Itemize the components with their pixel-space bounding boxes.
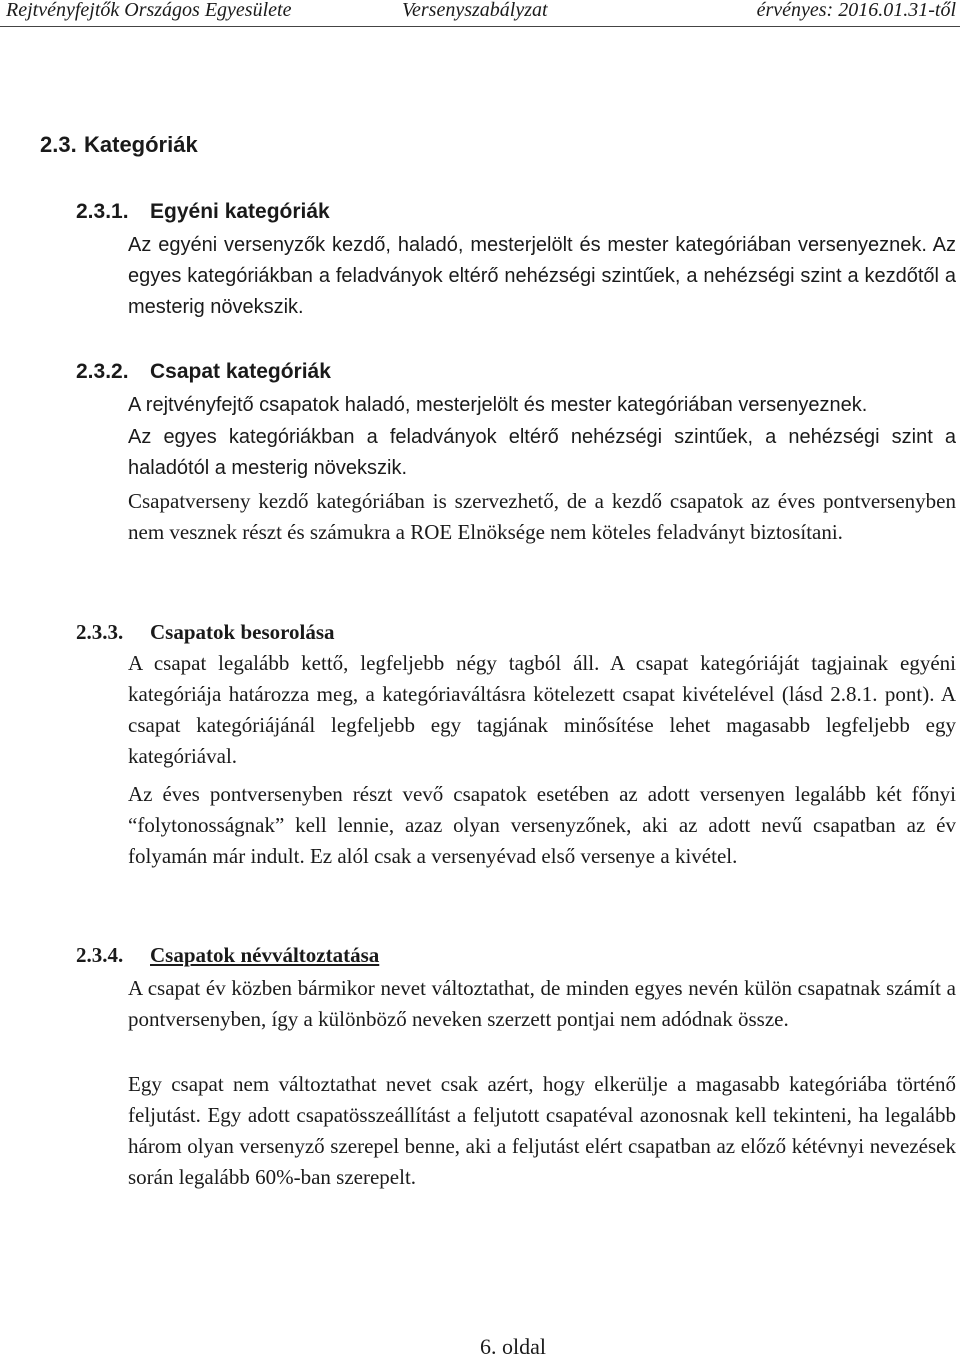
section-number: 2.3. [40,132,77,157]
paragraph: Az egyes kategóriákban a feladványok eltérő nehézségi szintűek, a nehézségi szint a haladótól a mesterig növekszik. [128,426,956,479]
header-validity: érvényes: 2016.01.31-től [756,0,956,21]
paragraph: Az éves pontversenyben részt vevő csapatok esetében az adott versenyen legalább két főnyi “folytonosságnak” kell lennie, azaz olyan versenyzőnek, aki az adott nevű csapatban az év folyamán már indult. Ez alól csak a versenyévad első versenye a kivétel. [128,782,956,868]
paragraph: Egy csapat nem változtathat nevet csak azért, hogy elkerülje a magasabb kategóriába történő feljutást. Egy adott csapatösszeállítást a feljutott csapatéval azonosnak kell tekinteni, ha legalább három olyan versenyző szerepel benne, aki a feljutást elért csapatban az előző kétévnyi nevezések során legalább 60%-ban szerepelt. [128,1072,956,1189]
paragraph: Csapatverseny kezdő kategóriában is szervezhető, de a kezdő csapatok az éves pontversenyben nem vesznek részt és számukra a ROE Elnöksége nem köteles feladványt biztosítani. [128,489,956,544]
header-document-title: Versenyszabályzat [402,0,548,21]
subsection-heading-4 [76,941,379,969]
paragraph: A rejtvényfejtő csapatok haladó, mesterjelölt és mester kategóriában versenyeznek. [128,394,868,416]
subsection-title: Csapatok besorolása [150,620,335,644]
header-organization: Rejtvényfejtők Országos Egyesülete [6,0,292,21]
header-rule [0,26,960,27]
page-header [0,0,960,28]
paragraph: A csapat év közben bármikor nevet változtathat, de minden egyes nevén külön csapatnak számít a pontversenyben, így a különböző neveken szerzett pontjai nem adódnak össze. [128,976,956,1031]
page-number: 6. oldal [480,1334,546,1359]
subsection-title: Csapatok névváltoztatása [150,943,380,967]
subsection-number: 2.3.2. [76,360,129,383]
subsection-heading-1 [76,198,330,226]
subsection-heading-2 [76,358,331,386]
section-heading [40,132,198,158]
subsection-number: 2.3.1. [76,200,129,223]
subsection-number: 2.3.3. [76,620,124,644]
paragraph: A csapat legalább kettő, legfeljebb négy tagból áll. A csapat kategóriáját tagjainak egyéni kategóriája határozza meg, a kategóriaváltásra kötelezett csapat kivételével (lásd 2.8.1. pont). A csapat kategóriájánál legfeljebb egy tagjának minősítése lehet magasabb legfeljebb egy kategóriával. [128,651,956,768]
subsection-title: Csapat kategóriák [150,360,331,383]
section-title: Kategóriák [84,132,198,157]
subsection-title: Egyéni kategóriák [150,200,330,223]
paragraph: Az egyéni versenyzők kezdő, haladó, mesterjelölt és mester kategóriában versenyeznek. Az egyes kategóriákban a feladványok eltérő nehézségi szintűek, a nehézségi szint a kezdőtől a mesterig növekszik. [128,234,956,318]
subsection-number: 2.3.4. [76,943,124,967]
subsection-heading-3 [76,618,335,646]
